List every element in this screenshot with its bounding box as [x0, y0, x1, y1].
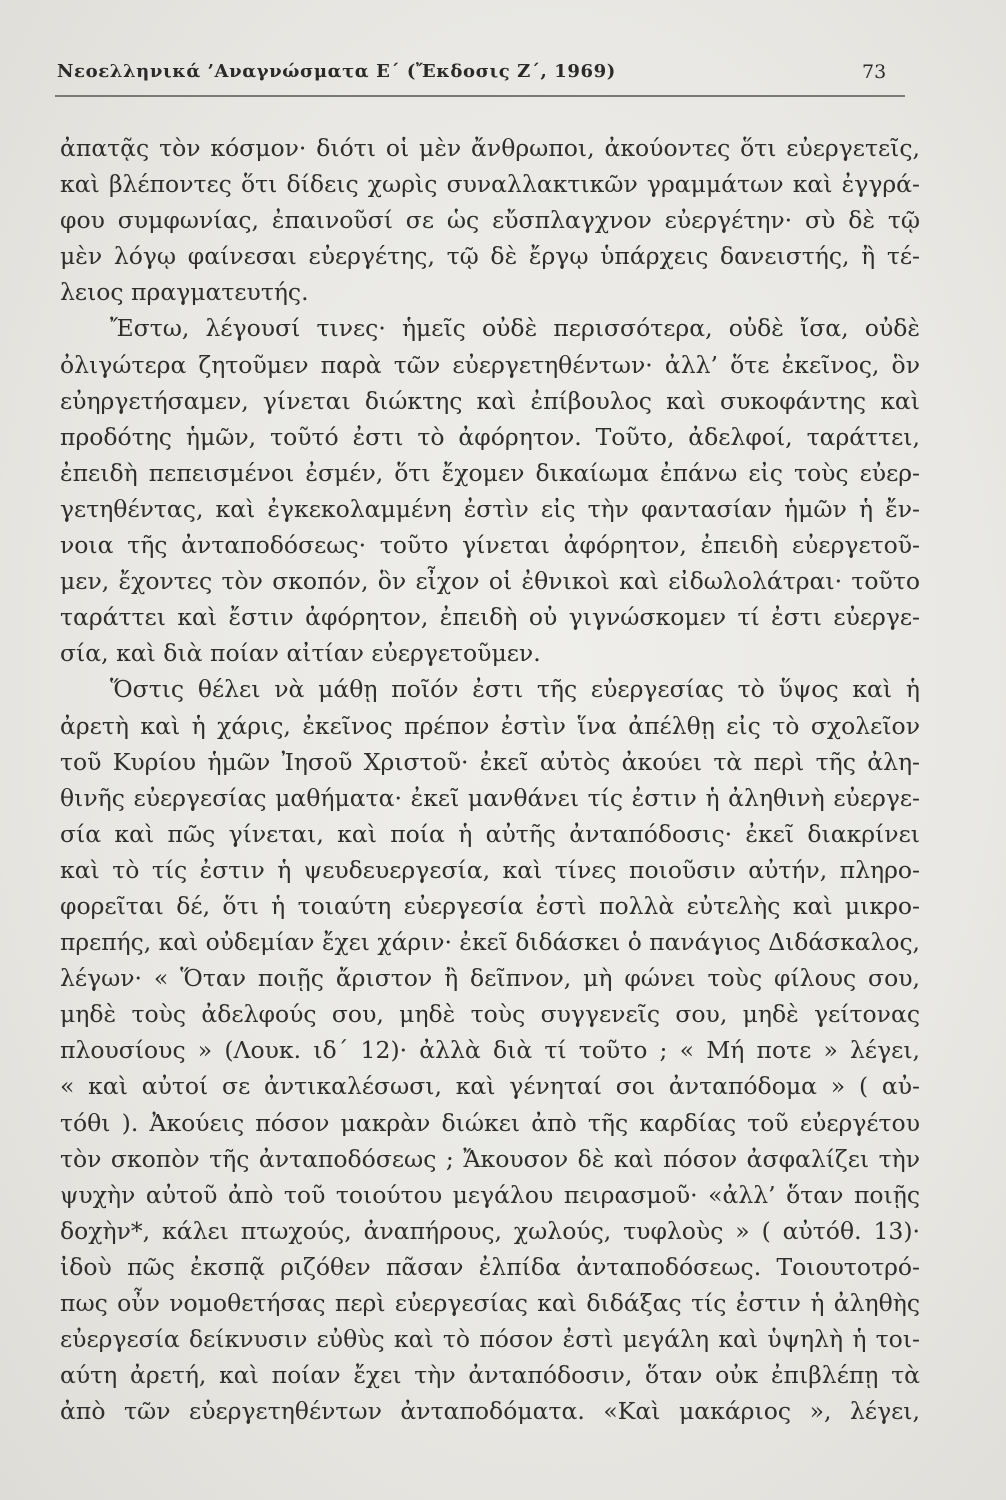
text-line: μεν, ἔχοντες τὸν σκοπόν, ὃν εἶχον οἱ ἐθνικοὶ καὶ εἰδωλολάτραι· τοῦτο	[60, 567, 920, 596]
page-number: 73	[862, 61, 887, 83]
text-line: ὀλιγώτερα ζητοῦμεν παρὰ τῶν εὐεργετηθέντων· ἀλλ’ ὅτε ἐκεῖνος, ὃν	[60, 350, 920, 379]
text-line: δοχὴν*, κάλει πτωχούς, ἀναπήρους, χωλούς, τυφλοὺς » ( αὐτόθ. 13)·	[60, 1216, 920, 1245]
text-line: νοια τῆς ἀνταποδόσεως· τοῦτο γίνεται ἀφόρητον, ἐπειδὴ εὐεργετοῦ-	[60, 531, 920, 560]
text-line: τοῦ Κυρίου ἡμῶν Ἰησοῦ Χριστοῦ· ἐκεῖ αὐτὸς ἀκούει τὰ περὶ τῆς ἀλη-	[60, 747, 920, 776]
text-line: σία, καὶ διὰ ποίαν αἰτίαν εὐεργετοῦμεν.	[60, 639, 541, 668]
text-line: γετηθέντας, καὶ ἐγκεκολαμμένη ἐστὶν εἰς τὴν φαντασίαν ἡμῶν ἡ ἔν-	[60, 494, 920, 523]
text-line: « καὶ αὐτοί σε ἀντικαλέσωσι, καὶ γένηταί σοι ἀνταπόδομα » ( αὐ-	[60, 1072, 920, 1101]
text-line: θινῆς εὐεργεσίας μαθήματα· ἐκεῖ μανθάνει τίς ἐστιν ἡ ἀληθινὴ εὐεργε-	[60, 783, 920, 812]
text-line: προδότης ἡμῶν, τοῦτό ἐστι τὸ ἀφόρητον. Τοῦτο, ἀδελφοί, ταράττει,	[60, 422, 920, 451]
text-line: λειος πραγματευτής.	[60, 278, 309, 307]
text-line: Ὅστις θέλει νὰ μάθῃ ποῖόν ἐστι τῆς εὐεργεσίας τὸ ὕψος καὶ ἡ	[110, 675, 920, 704]
text-line: πως οὖν νομοθετήσας περὶ εὐεργεσίας καὶ διδάξας τίς ἐστιν ἡ ἀληθὴς	[60, 1289, 920, 1317]
text-line: αύτη ἀρετή, καὶ ποίαν ἔχει τὴν ἀνταπόδοσιν, ὅταν οὐκ ἐπιβλέπῃ τὰ	[60, 1361, 920, 1390]
text-line: ἀπατᾷς τὸν κόσμον· διότι οἱ μὲν ἄνθρωποι, ἀκούοντες ὅτι εὐεργετεῖς,	[60, 134, 920, 162]
body-text	[60, 130, 920, 1429]
text-line: ἀρετὴ καὶ ἡ χάρις, ἐκεῖνος πρέπον ἐστὶν ἵνα ἀπέλθῃ εἰς τὸ σχολεῖον	[60, 711, 920, 740]
text-line: εὐηργετήσαμεν, γίνεται διώκτης καὶ ἐπίβουλος καὶ συκοφάντης καὶ	[60, 386, 920, 415]
text-line: τὸν σκοπὸν τῆς ἀνταποδόσεως ; Ἄκουσον δὲ καὶ πόσον ἀσφαλίζει τὴν	[60, 1144, 920, 1173]
text-line: φορεῖται δέ, ὅτι ἡ τοιαύτη εὐεργεσία ἐστὶ πολλὰ εὐτελὴς καὶ μικρο-	[60, 891, 920, 920]
text-line: ἀπὸ τῶν εὐεργετηθέντων ἀνταποδόματα. «Καὶ μακάριος », λέγει,	[60, 1397, 920, 1426]
text-line: λέγων· « Ὅταν ποιῇς ἄριστον ἢ δεῖπνον, μὴ φώνει τοὺς φίλους σου,	[60, 964, 920, 993]
text-line: ἰδοὺ πῶς ἐκσπᾷ ριζόθεν πᾶσαν ἐλπίδα ἀνταποδόσεως. Τοιουτοτρό-	[60, 1252, 920, 1281]
text-line: μὲν λόγῳ φαίνεσαι εὐεργέτης, τῷ δὲ ἔργῳ ὑπάρχεις δανειστής, ἢ τέ-	[60, 242, 920, 271]
header-rule	[55, 95, 905, 97]
text-line: ψυχὴν αὐτοῦ ἀπὸ τοῦ τοιούτου μεγάλου πειρασμοῦ· «ἀλλ’ ὅταν ποιῇς	[60, 1180, 920, 1209]
text-line: φου συμφωνίας, ἐπαινοῦσί σε ὡς εὔσπλαγχνον εὐεργέτην· σὺ δὲ τῷ	[60, 206, 920, 235]
text-line: πλουσίους » (Λουκ. ιδ΄ 12)· ἀλλὰ διὰ τί τοῦτο ; « Μή ποτε » λέγει,	[60, 1036, 920, 1065]
text-line: εὐεργεσία δείκνυσιν εὐθὺς καὶ τὸ πόσον ἐστὶ μεγάλη καὶ ὑψηλὴ ἡ τοι-	[60, 1325, 920, 1354]
running-head-title: Νεοελληνικά ’Αναγνώσματα Ε΄ (Ἔκδοσις Ζ΄, 1969)	[57, 61, 616, 82]
text-line: τόθι ). Ἀκούεις πόσον μακρὰν διώκει ἀπὸ τῆς καρδίας τοῦ εὐεργέτου	[60, 1108, 920, 1137]
text-line: ταράττει καὶ ἔστιν ἀφόρητον, ἐπειδὴ οὐ γιγνώσκομεν τί ἐστι εὐεργε-	[60, 603, 920, 632]
text-line: καὶ τὸ τίς ἐστιν ἡ ψευδευεργεσία, καὶ τίνες ποιοῦσιν αὐτήν, πληρο-	[60, 855, 920, 884]
text-line: μηδὲ τοὺς ἀδελφούς σου, μηδὲ τοὺς συγγενεῖς σου, μηδὲ γείτονας	[60, 1000, 920, 1029]
text-line: Ἔστω, λέγουσί τινες· ἡμεῖς οὐδὲ περισσότερα, οὐδὲ ἴσα, οὐδὲ	[110, 314, 920, 343]
text-line: καὶ βλέποντες ὅτι δίδεις χωρὶς συναλλακτικῶν γραμμάτων καὶ ἐγγρά-	[60, 170, 920, 199]
text-line: σία καὶ πῶς γίνεται, καὶ ποία ἡ αὐτῆς ἀνταπόδοσις· ἐκεῖ διακρίνει	[60, 819, 920, 848]
text-line: πρεπής, καὶ οὐδεμίαν ἔχει χάριν· ἐκεῖ διδάσκει ὁ πανάγιος Διδάσκαλος,	[60, 928, 920, 957]
text-line: ἐπειδὴ πεπεισμένοι ἐσμέν, ὅτι ἔχομεν δικαίωμα ἐπάνω εἰς τοὺς εὐερ-	[60, 458, 920, 487]
